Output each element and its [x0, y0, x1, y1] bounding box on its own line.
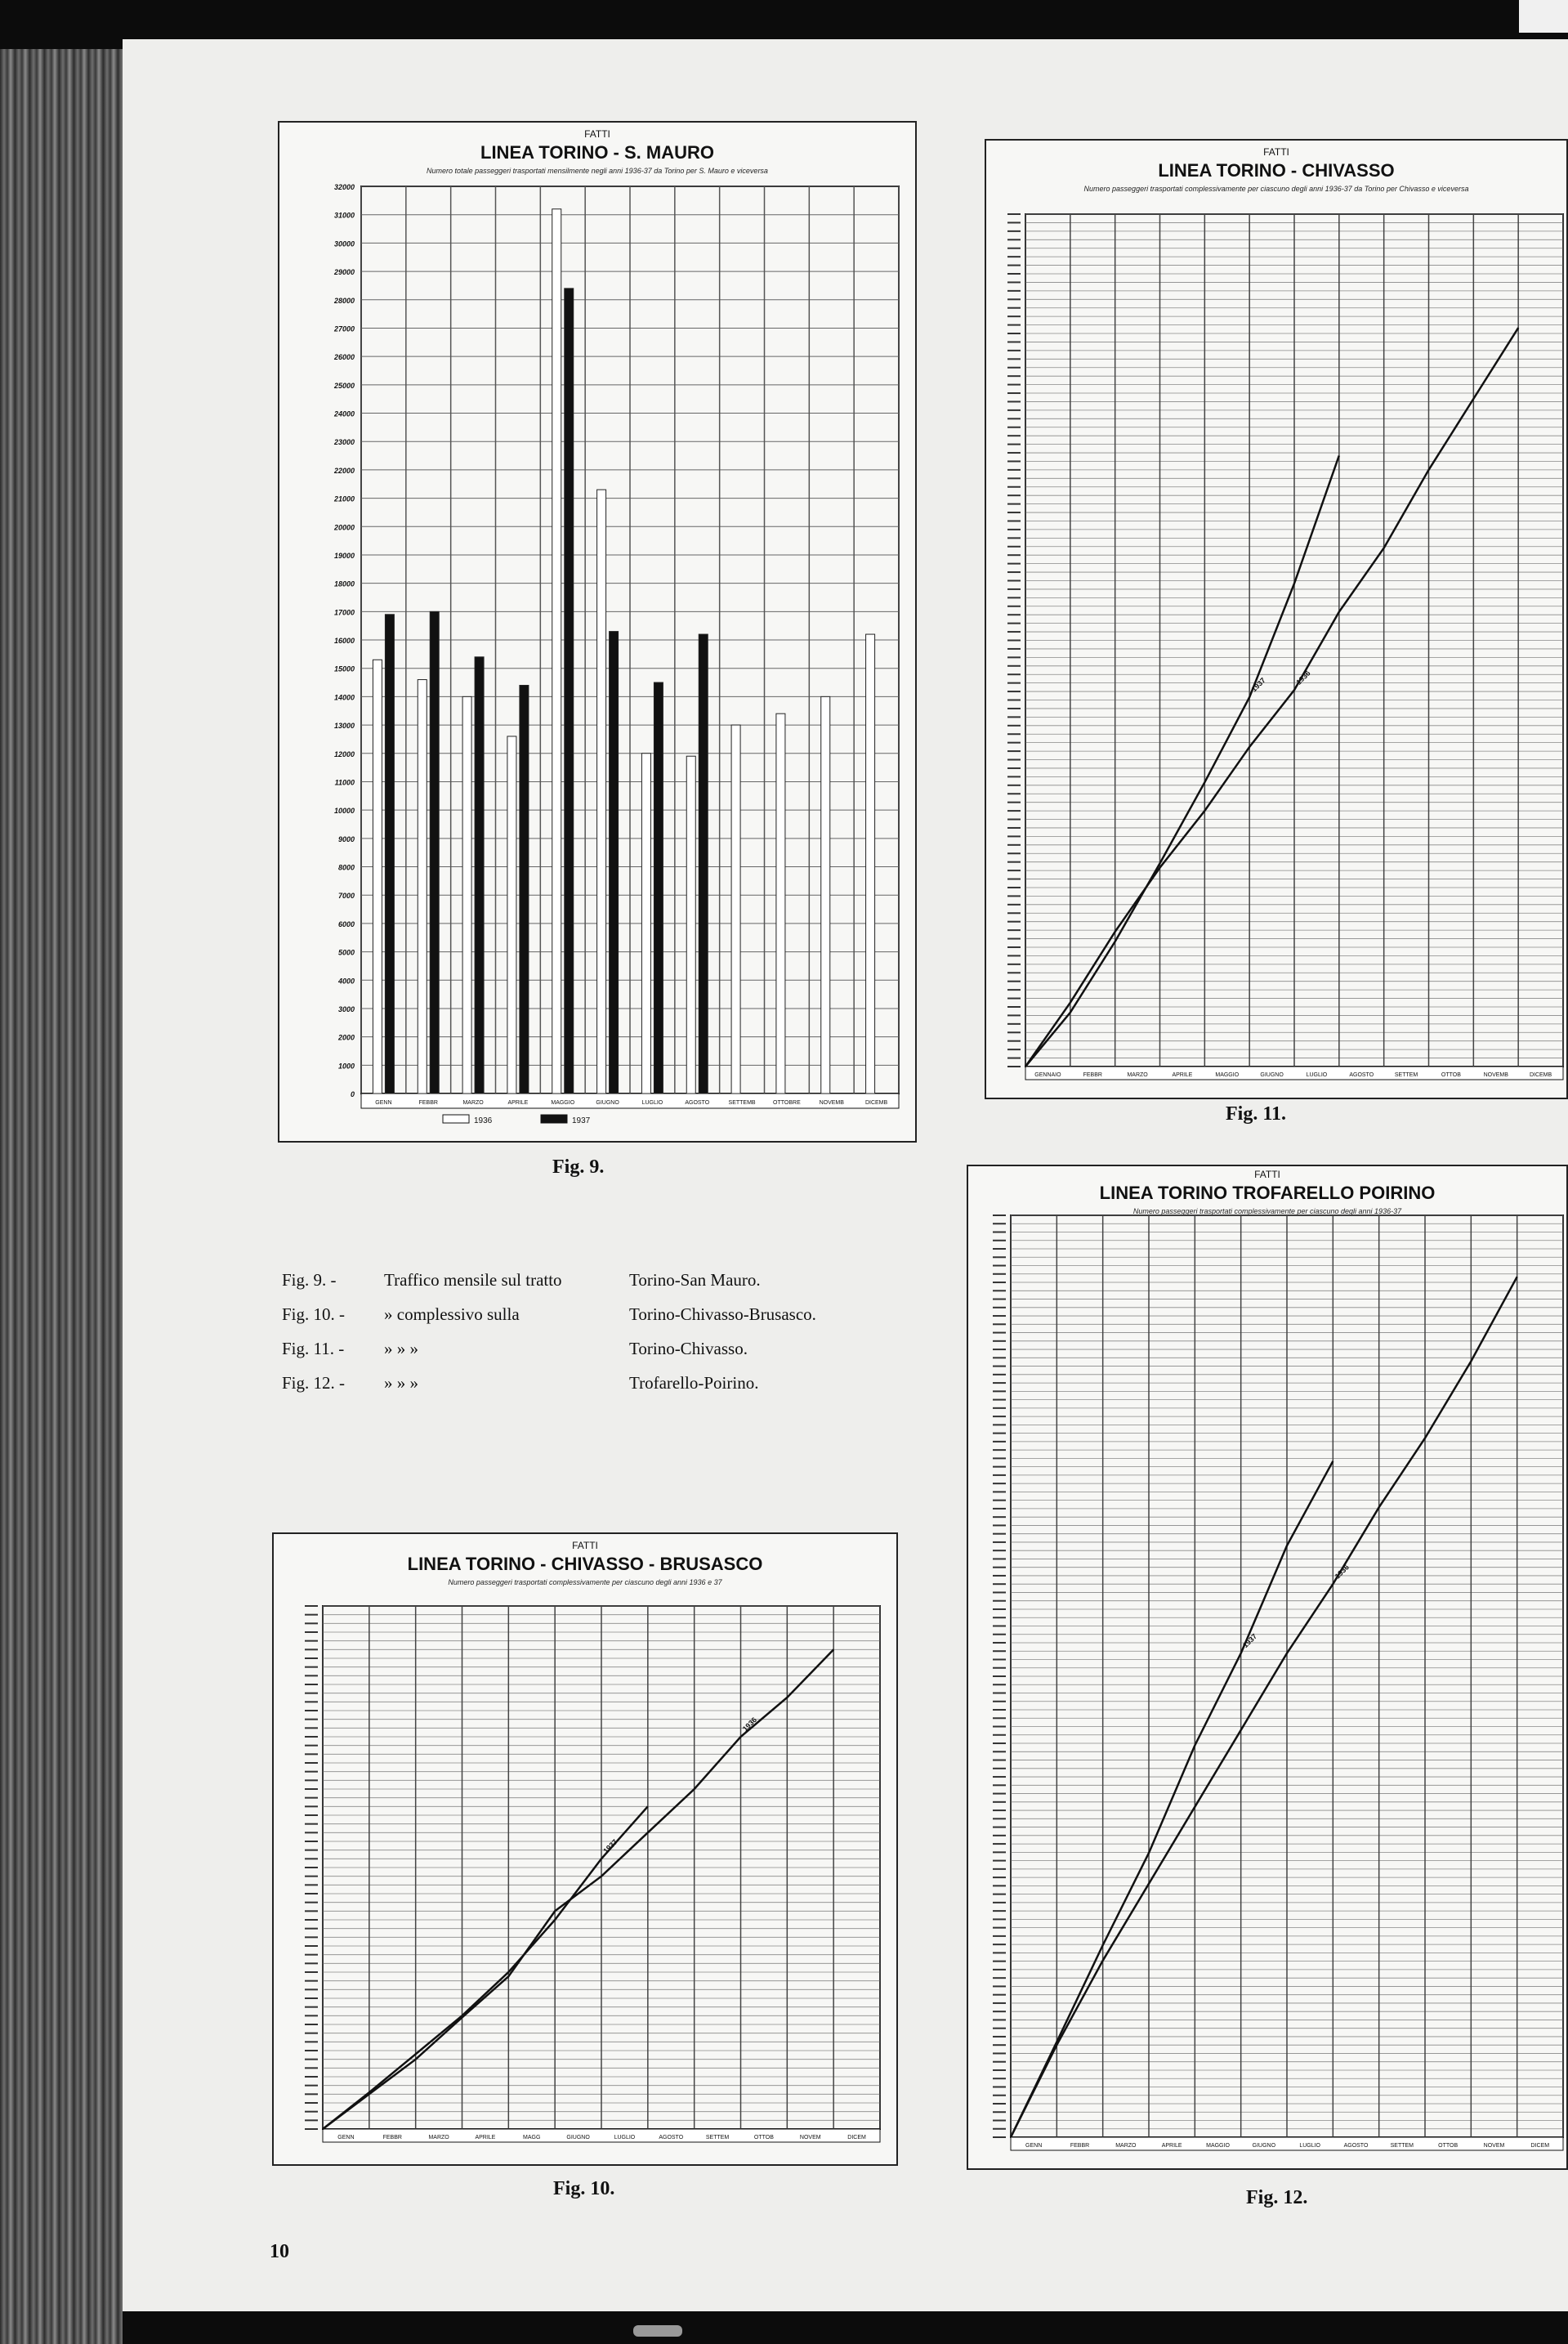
- y-tick-label: 10000: [333, 807, 355, 816]
- chart-header: FATTI: [584, 128, 610, 140]
- x-tick-label: APRILE: [507, 1100, 529, 1106]
- y-tick-label: 22000: [333, 466, 355, 475]
- page-corner: [1519, 0, 1568, 33]
- chart-header: FATTI: [572, 1540, 598, 1551]
- legend-swatch: [541, 1115, 567, 1123]
- fig12-chart: [967, 1165, 1568, 2170]
- x-tick-label: MAGGIO: [1215, 1072, 1240, 1078]
- caption-fig: Fig. 9. -: [282, 1270, 337, 1290]
- y-tick-label: 3000: [337, 1004, 355, 1013]
- fig9-caption: Fig. 9.: [552, 1156, 605, 1178]
- y-tick-label: 1000: [337, 1062, 355, 1071]
- y-tick-label: 13000: [333, 722, 355, 731]
- bar-1937: [610, 632, 619, 1094]
- bar-1936: [507, 736, 516, 1094]
- x-tick-label: APRILE: [1161, 2143, 1182, 2149]
- x-tick-label: MARZO: [462, 1100, 484, 1106]
- caption-text: » » »: [384, 1339, 418, 1358]
- chart-subtitle: Numero totale passeggeri trasportati mensilmente negli anni 1936-37 da Torino per S. Mauro e viceversa: [427, 167, 768, 175]
- series-label: 1937: [601, 1837, 619, 1855]
- chart-title: LINEA TORINO - S. MAURO: [480, 142, 714, 163]
- chart-header: FATTI: [1263, 146, 1289, 158]
- bar-1936: [418, 680, 427, 1094]
- legend-label: 1936: [474, 1116, 493, 1125]
- x-tick-label: MAGG: [523, 2135, 541, 2140]
- x-tick-label: NOVEM: [1483, 2143, 1505, 2149]
- x-label-band: [361, 1094, 899, 1108]
- legend-swatch: [443, 1115, 469, 1123]
- x-tick-label: AGOSTO: [659, 2135, 684, 2140]
- x-tick-label: SETTEM: [705, 2135, 730, 2140]
- y-tick-label: 20000: [333, 523, 355, 532]
- fig10-svg: [274, 1534, 896, 2164]
- x-tick-label: LUGLIO: [1306, 1072, 1328, 1078]
- caption-row: [282, 1366, 816, 1400]
- bar-1937: [520, 686, 529, 1094]
- bar-1936: [776, 713, 785, 1094]
- x-tick-label: MARZO: [428, 2135, 449, 2140]
- y-tick-label: 6000: [337, 919, 355, 928]
- y-tick-label: 2000: [337, 1033, 355, 1042]
- x-tick-label: OTTOB: [1441, 1072, 1461, 1078]
- y-tick-label: 16000: [333, 637, 355, 645]
- x-tick-label: DICEMB: [1529, 1072, 1552, 1078]
- caption-row: [282, 1263, 816, 1297]
- y-tick-label: 24000: [333, 409, 355, 418]
- x-tick-label: GIUGNO: [1252, 2143, 1276, 2149]
- y-tick-label: 31000: [333, 211, 355, 220]
- y-tick-label: 5000: [337, 948, 355, 957]
- fig9-svg: [279, 123, 915, 1141]
- fig11-caption: Fig. 11.: [1226, 1103, 1287, 1125]
- series-label: 1937: [1241, 1631, 1259, 1650]
- caption-list: [282, 1263, 816, 1400]
- y-tick-label: 32000: [333, 183, 355, 191]
- x-tick-label: FEBBR: [382, 2135, 402, 2140]
- x-tick-label: GENNAIO: [1034, 1072, 1061, 1078]
- caption-fig: Fig. 10. -: [282, 1304, 346, 1324]
- x-tick-label: OTTOBRE: [773, 1100, 801, 1106]
- series-line-1937: [323, 1806, 648, 2129]
- x-tick-label: SETTEM: [1394, 1072, 1418, 1078]
- caption-fig: Fig. 12. -: [282, 1373, 346, 1393]
- caption-line: Trofarello-Poirino.: [629, 1373, 759, 1393]
- fig12-svg: [968, 1166, 1566, 2168]
- y-tick-label: 27000: [333, 324, 355, 333]
- series-line-1937: [1011, 1461, 1333, 2137]
- chart-subtitle: Numero passeggeri trasportati complessivamente per ciascuno degli anni 1936 e 37: [448, 1578, 722, 1586]
- bar-1936: [462, 696, 471, 1094]
- bar-1937: [654, 682, 663, 1094]
- y-tick-label: 28000: [333, 296, 355, 305]
- x-tick-label: SETTEMB: [728, 1100, 756, 1106]
- bar-1937: [699, 634, 708, 1094]
- bar-1936: [641, 754, 650, 1094]
- caption-text: » complessivo sulla: [384, 1304, 520, 1324]
- x-tick-label: GENN: [337, 2135, 355, 2140]
- chart-title: LINEA TORINO - CHIVASSO: [1158, 160, 1395, 181]
- y-tick-label: 0: [350, 1090, 355, 1098]
- caption-fig: Fig. 11. -: [282, 1339, 345, 1358]
- y-tick-label: 30000: [333, 239, 355, 248]
- y-tick-label: 4000: [337, 977, 355, 986]
- x-tick-label: LUGLIO: [614, 2135, 636, 2140]
- series-label: 1936: [1333, 1563, 1351, 1581]
- series-label: 1937: [1249, 676, 1267, 694]
- x-tick-label: MAGGIO: [551, 1100, 575, 1106]
- chart-subtitle: Numero passeggeri trasportati complessivamente per ciascuno degli anni 1936-37: [1132, 1207, 1402, 1215]
- book-spine: [0, 49, 123, 2344]
- x-label-band: [323, 2129, 880, 2142]
- y-tick-label: 8000: [337, 863, 355, 872]
- y-tick-label: 15000: [333, 664, 355, 673]
- y-tick-label: 11000: [334, 778, 355, 787]
- page-number: 10: [270, 2241, 289, 2262]
- x-tick-label: FEBBR: [418, 1100, 438, 1106]
- series-line-1936: [1011, 1277, 1517, 2137]
- caption-text: » » »: [384, 1373, 418, 1393]
- fig10-chart: [272, 1532, 898, 2166]
- x-tick-label: LUGLIO: [641, 1100, 663, 1106]
- y-tick-label: 17000: [333, 608, 355, 617]
- x-tick-label: LUGLIO: [1299, 2143, 1321, 2149]
- bar-1936: [821, 696, 830, 1094]
- chart-subtitle: Numero passeggeri trasportati complessivamente per ciascuno degli anni 1936-37 da Torino per Chivasso e viceversa: [1083, 185, 1469, 193]
- x-label-band: [1011, 2137, 1563, 2150]
- bar-1936: [731, 725, 740, 1094]
- y-tick-label: 18000: [333, 579, 355, 588]
- caption-line: Torino-Chivasso.: [629, 1339, 748, 1358]
- series-label: 1936: [1294, 669, 1312, 687]
- series-line-1937: [1025, 456, 1339, 1067]
- x-tick-label: OTTOB: [1438, 2143, 1459, 2149]
- x-tick-label: DICEMB: [864, 1100, 888, 1106]
- x-tick-label: NOVEM: [799, 2135, 821, 2140]
- y-tick-label: 7000: [337, 892, 355, 901]
- caption-row: [282, 1331, 816, 1366]
- x-tick-label: APRILE: [1172, 1072, 1193, 1078]
- caption-line: Torino-Chivasso-Brusasco.: [629, 1304, 816, 1324]
- fig9-chart: [278, 121, 917, 1143]
- x-tick-label: NOVEMB: [1483, 1072, 1508, 1078]
- chart-header: FATTI: [1254, 1169, 1280, 1180]
- bar-1936: [866, 634, 875, 1094]
- caption-text: Traffico mensile sul tratto: [384, 1270, 562, 1290]
- y-tick-label: 23000: [333, 438, 355, 447]
- y-tick-label: 21000: [333, 494, 355, 503]
- caption-line: Torino-San Mauro.: [629, 1270, 761, 1290]
- bar-1936: [373, 660, 382, 1094]
- x-tick-label: AGOSTO: [1343, 2143, 1369, 2149]
- fig12-caption: Fig. 12.: [1246, 2187, 1308, 2208]
- y-tick-label: 29000: [333, 268, 355, 277]
- x-tick-label: GENN: [375, 1100, 392, 1106]
- y-tick-label: 26000: [333, 353, 355, 362]
- caption-row: [282, 1297, 816, 1331]
- x-tick-label: FEBBR: [1070, 2143, 1090, 2149]
- bar-1936: [597, 490, 606, 1094]
- x-label-band: [1025, 1067, 1563, 1080]
- x-tick-label: MARZO: [1127, 1072, 1148, 1078]
- y-tick-label: 12000: [333, 749, 355, 758]
- x-tick-label: AGOSTO: [1349, 1072, 1374, 1078]
- bar-1936: [552, 209, 561, 1094]
- fig10-caption: Fig. 10.: [553, 2178, 615, 2199]
- x-tick-label: GIUGNO: [566, 2135, 590, 2140]
- chart-title: LINEA TORINO - CHIVASSO - BRUSASCO: [407, 1554, 763, 1574]
- x-tick-label: GIUGNO: [596, 1100, 619, 1106]
- fig11-svg: [986, 141, 1566, 1098]
- x-tick-label: SETTEM: [1390, 2143, 1414, 2149]
- x-tick-label: DICEM: [847, 2135, 866, 2140]
- x-tick-label: GIUGNO: [1260, 1072, 1284, 1078]
- x-tick-label: FEBBR: [1083, 1072, 1102, 1078]
- x-tick-label: MARZO: [1115, 2143, 1137, 2149]
- x-tick-label: GENN: [1025, 2143, 1043, 2149]
- x-tick-label: AGOSTO: [685, 1100, 710, 1106]
- y-tick-label: 14000: [333, 693, 355, 702]
- fig11-chart: [985, 139, 1568, 1099]
- x-tick-label: OTTOB: [753, 2135, 774, 2140]
- series-label: 1936: [740, 1716, 759, 1733]
- bar-1936: [686, 756, 695, 1094]
- legend-label: 1937: [572, 1116, 591, 1125]
- x-tick-label: MAGGIO: [1206, 2143, 1230, 2149]
- bar-1937: [565, 289, 574, 1094]
- y-tick-label: 9000: [337, 834, 355, 843]
- bar-1937: [430, 611, 439, 1094]
- y-tick-label: 25000: [333, 381, 355, 390]
- y-tick-label: 19000: [333, 551, 355, 560]
- x-tick-label: DICEM: [1530, 2143, 1550, 2149]
- bar-1937: [385, 615, 394, 1094]
- chart-title: LINEA TORINO TROFARELLO POIRINO: [1099, 1183, 1436, 1203]
- x-tick-label: NOVEMB: [819, 1100, 844, 1106]
- x-tick-label: APRILE: [475, 2135, 496, 2140]
- library-stamp: [633, 2325, 682, 2337]
- bar-1937: [475, 657, 484, 1094]
